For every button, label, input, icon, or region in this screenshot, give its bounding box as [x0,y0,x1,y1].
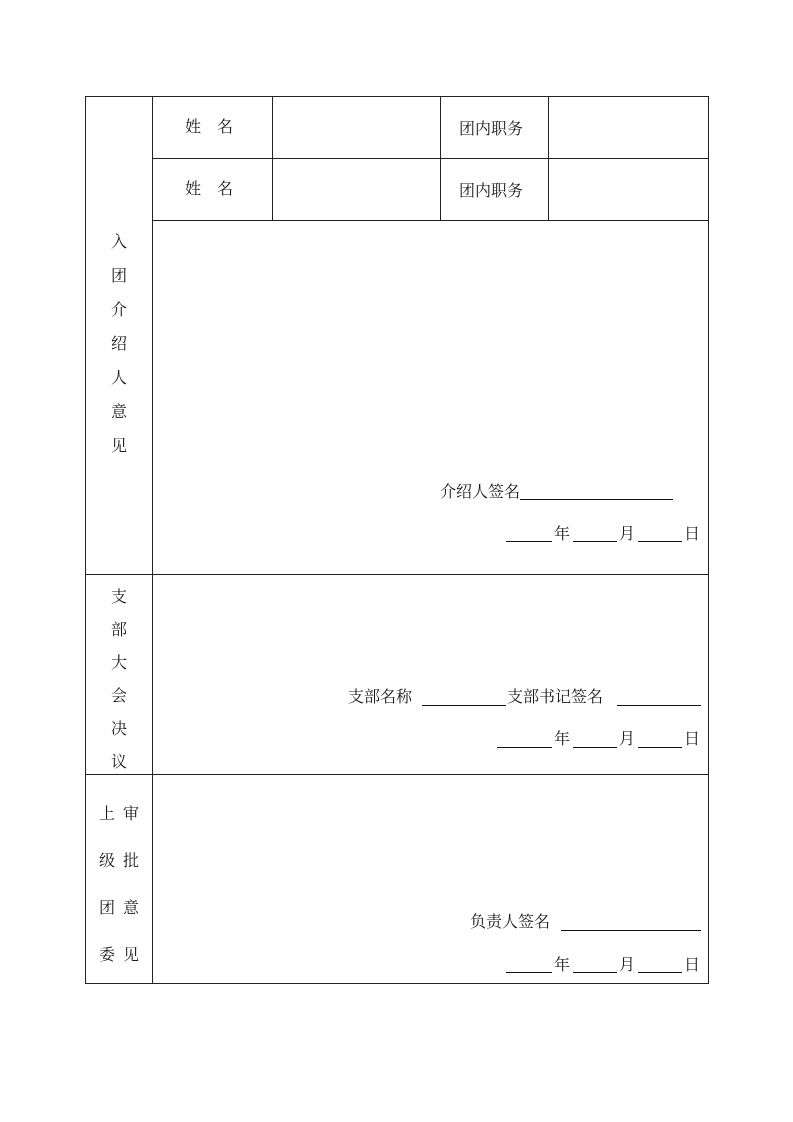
cell-divider-c [548,96,549,220]
responsible-signature-label: 负责人签名 [470,912,551,931]
position-input-1[interactable] [550,98,707,157]
table-bottom-border [85,983,709,984]
branch-month-label: 月 [619,729,636,748]
intro-year-label: 年 [554,524,571,543]
intro-month-label: 月 [619,524,636,543]
branch-section-label: 支 部 大 会 决 议 [110,587,127,771]
branch-name-label: 支部名称 [348,687,413,706]
branch-name-field[interactable] [422,705,506,706]
intro-day-label: 日 [684,524,701,543]
approval-opinion-area[interactable] [154,776,707,901]
approval-year-label: 年 [554,955,571,974]
name-label-1: 姓 名 [185,117,234,136]
position-label-2: 团内职务 [459,181,524,200]
table-left-border [85,96,86,984]
approval-label-left-column: 上 级 团 委 [98,804,115,964]
branch-month-field[interactable] [573,747,617,748]
branch-resolution-area[interactable] [154,576,707,676]
cell-divider-a [272,96,273,220]
cell-divider-b [440,96,441,220]
row-divider-2 [152,220,709,221]
approval-year-field[interactable] [506,972,552,973]
branch-day-label: 日 [684,729,701,748]
intro-opinion-area[interactable] [154,222,707,472]
section-divider-2 [85,774,709,775]
intro-month-field[interactable] [573,541,617,542]
intro-day-field[interactable] [638,541,682,542]
position-label-1: 团内职务 [459,119,524,138]
introducer-signature-field[interactable] [520,499,673,500]
approval-month-field[interactable] [573,972,617,973]
approval-label-right-column: 审 批 意 见 [122,804,139,964]
secretary-signature-field[interactable] [617,705,701,706]
table-top-border [85,96,709,97]
name-input-1[interactable] [274,98,439,157]
section-divider-1 [85,574,709,575]
label-column-divider [152,96,153,984]
table-right-border [708,96,709,984]
row-divider-1 [152,158,709,159]
responsible-signature-field[interactable] [561,930,701,931]
approval-day-field[interactable] [638,972,682,973]
position-input-2[interactable] [550,160,707,219]
name-input-2[interactable] [274,160,439,219]
approval-day-label: 日 [684,955,701,974]
name-label-2: 姓 名 [185,179,234,198]
introducer-signature-label: 介绍人签名 [440,482,521,501]
approval-month-label: 月 [619,955,636,974]
secretary-signature-label: 支部书记签名 [507,687,604,706]
intro-year-field[interactable] [506,541,552,542]
branch-year-label: 年 [554,729,571,748]
branch-day-field[interactable] [638,747,682,748]
branch-year-field[interactable] [497,747,552,748]
intro-section-label: 入 团 介 绍 人 意 见 [110,232,127,455]
